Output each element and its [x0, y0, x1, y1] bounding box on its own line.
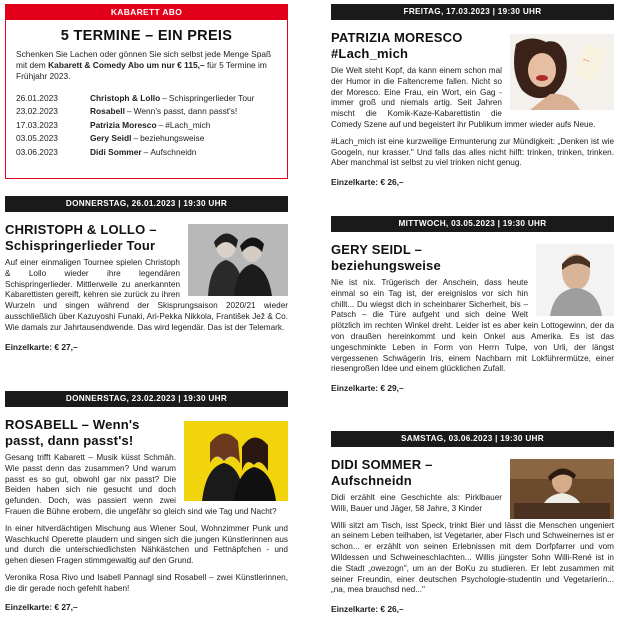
event-date-bar: MITTWOCH, 03.05.2023 | 19:30 UHR	[331, 216, 614, 232]
abo-intro: Schenken Sie Lachen oder gönnen Sie sich selbst jede Menge Spaß mit dem Kabarett & Comedy Abo um nur € 115,– für 5 Termine im Frühjahr 2023.	[16, 49, 272, 81]
event-title: GERY SEIDL – beziehungsweise	[331, 242, 441, 273]
abo-box	[5, 4, 288, 179]
artist-photo	[188, 224, 288, 296]
event-description: Auf einer einmaligen Tournee spielen Christoph & Lollo wieder ihre legendären Schispringerlieder. Mittlerweile zu anerkannten Kabarettisten gereift, kehren sie zurück zu ihren Wurzeln und singen während der Skisprungsaison 2020/21 wieder ausschließlich über Kazuyoshi Funaki, Ari-Pekka Nikkola, František Jež & Co. Wie damals zur Jahrtausendwende. Das wird legendär. Das ist der Telemark.	[5, 258, 288, 332]
event-patrizia-moresco	[331, 4, 614, 187]
event-gery-seidl	[331, 216, 614, 393]
event-title: PATRIZIA MORESCO #Lach_mich	[331, 30, 463, 61]
list-item: 17.03.2023 Patrizia Moresco – #Lach_mich	[16, 119, 211, 130]
ticket-price: Einzelkarte: € 26,–	[331, 177, 404, 188]
ticket-price: Einzelkarte: € 27,–	[5, 601, 78, 612]
event-date-bar: SAMSTAG, 03.06.2023 | 19:30 UHR	[331, 431, 614, 447]
abo-schedule-list	[16, 92, 277, 159]
event-rosabell	[5, 391, 288, 612]
event-title: DIDI SOMMER – Aufschneidn	[331, 457, 433, 488]
abo-header: KABARETT ABO	[6, 5, 287, 20]
event-title: CHRISTOPH & LOLLO – Schispringerlieder Tour	[5, 222, 157, 253]
artist-photo	[536, 244, 614, 316]
event-description: Gesang trifft Kabarett – Musik küsst Schmäh. Wie passt denn das zusammen? Und warum passt es so gut, obwohl gar nix passt? Die Beiden haben sich nie gesucht und doch gefunden. Doch, was passiert wenn zwei Frauen die Bühne erobern, die ungefähr so gleich sind wie Tag und Nacht? In einer hitverdächtigen Mischung aus Wiener Soul, Wohnzimmer Punk und Waschkuchl Operette plaudern und singen sich die jungen Künstlerinnen aus und durch die unterschiedlichsten Nähkästchen und Fettnäpfchen - und gehen diesen Fragen stimmgewaltig auf den Grund. Veronika Rosa Rivo und Isabell Pannagl sind Rosabell – zwei Künstlerinnen, die dir gerade noch gefehlt haben!	[5, 453, 288, 593]
event-description: Nie ist nix. Trügerisch der Anschein, dass heute einmal so ein Tag ist, der ereignislos vor sich hin chillt... Du wiegst dich in scheinbarer Sicherheit, bis – Patsch – die Türe aufgeht und sich deine Welt plötzlich im rechten Winkel dreht. Leider ist es aber kein Lottogewinn, der da von draußen hereinkommt und kein Onkel aus Amerika. Es ist das ungeschminkte Leben in Form von Herrn Tulpe, von Urli, der längst vergessenen Schwägerin Iris, einem Nachbarn mit Lokführermütze, einer riesengroßen Idee und einem glücklichen Zufall.	[331, 278, 614, 374]
event-christoph-lollo	[5, 196, 288, 352]
ticket-price: Einzelkarte: € 29,–	[331, 383, 404, 394]
list-item: 26.01.2023 Christoph & Lollo – Schispringerlieder Tour	[16, 93, 255, 103]
ticket-price: Einzelkarte: € 26,–	[331, 604, 404, 615]
svg-text:~~: ~~	[581, 57, 591, 66]
list-item: 03.06.2023 Didi Sommer – Aufschneidn	[16, 146, 197, 157]
artist-photo	[184, 421, 288, 501]
list-item: 23.02.2023 Rosabell – Wenn's passt, dann passt's!	[16, 106, 238, 117]
event-description: Didi erzählt eine Geschichte als: Pirklbauer Willi, Bauer und Jäger, 58 Jahre, 3 Kinder Willi sitzt am Tisch, isst Speck, trinkt Bier und lässt die Menschen ungeniert an seinem Leben teilhaben, ist Vegetarier, aber Fisch und Schweinernes ist er schon... er erzählt von seinen Erlebnissen mit dem Dorfpfarrer und vom Wildessen und Schweineschlachten... Willis jüngster Sohn Willi-René ist in die Stadt „owezogn", um an der BoKu zu studieren. Er lebt zusammen mit seiner Freundin, einer deutschen Psychologie-studentin und Vegetarierin... „na, mea brauchsd ned..."	[331, 493, 614, 595]
event-didi-sommer	[331, 431, 614, 614]
event-date-bar: DONNERSTAG, 23.02.2023 | 19:30 UHR	[5, 391, 288, 407]
artist-photo	[510, 459, 614, 519]
abo-title: 5 TERMINE – EIN PREIS	[60, 28, 233, 44]
event-description: Die Welt steht Kopf, da kann einem schon mal der Humor in die Faltencreme fallen. Nicht so der Moresco. Eine Frau, ein Wort, ein Gag - immer groß und niemals artig. Seit Jahren mischt die Komik-Kaze-Kabarettistin die Comedy Szene auf und begeistert ihr Publikum immer wieder aufs Neue. #Lach_mich ist eine kurzweilige Ermunterung zur Mündigkeit: „Denken ist wie Googeln, nur krasser." Und falls das alles nicht hilft: trinken, trinken, trinken. Aber manchmal ist selbst zu viel trinken nicht genug.	[331, 66, 614, 168]
artist-photo	[510, 34, 614, 110]
event-date-bar: DONNERSTAG, 26.01.2023 | 19:30 UHR	[5, 196, 288, 212]
ticket-price: Einzelkarte: € 27,–	[5, 341, 78, 352]
list-item: 03.05.2023 Gery Seidl – beziehungsweise	[16, 133, 205, 144]
event-title: ROSABELL – Wenn's passt, dann passt's!	[5, 417, 140, 448]
event-date-bar: FREITAG, 17.03.2023 | 19:30 UHR	[331, 4, 614, 20]
